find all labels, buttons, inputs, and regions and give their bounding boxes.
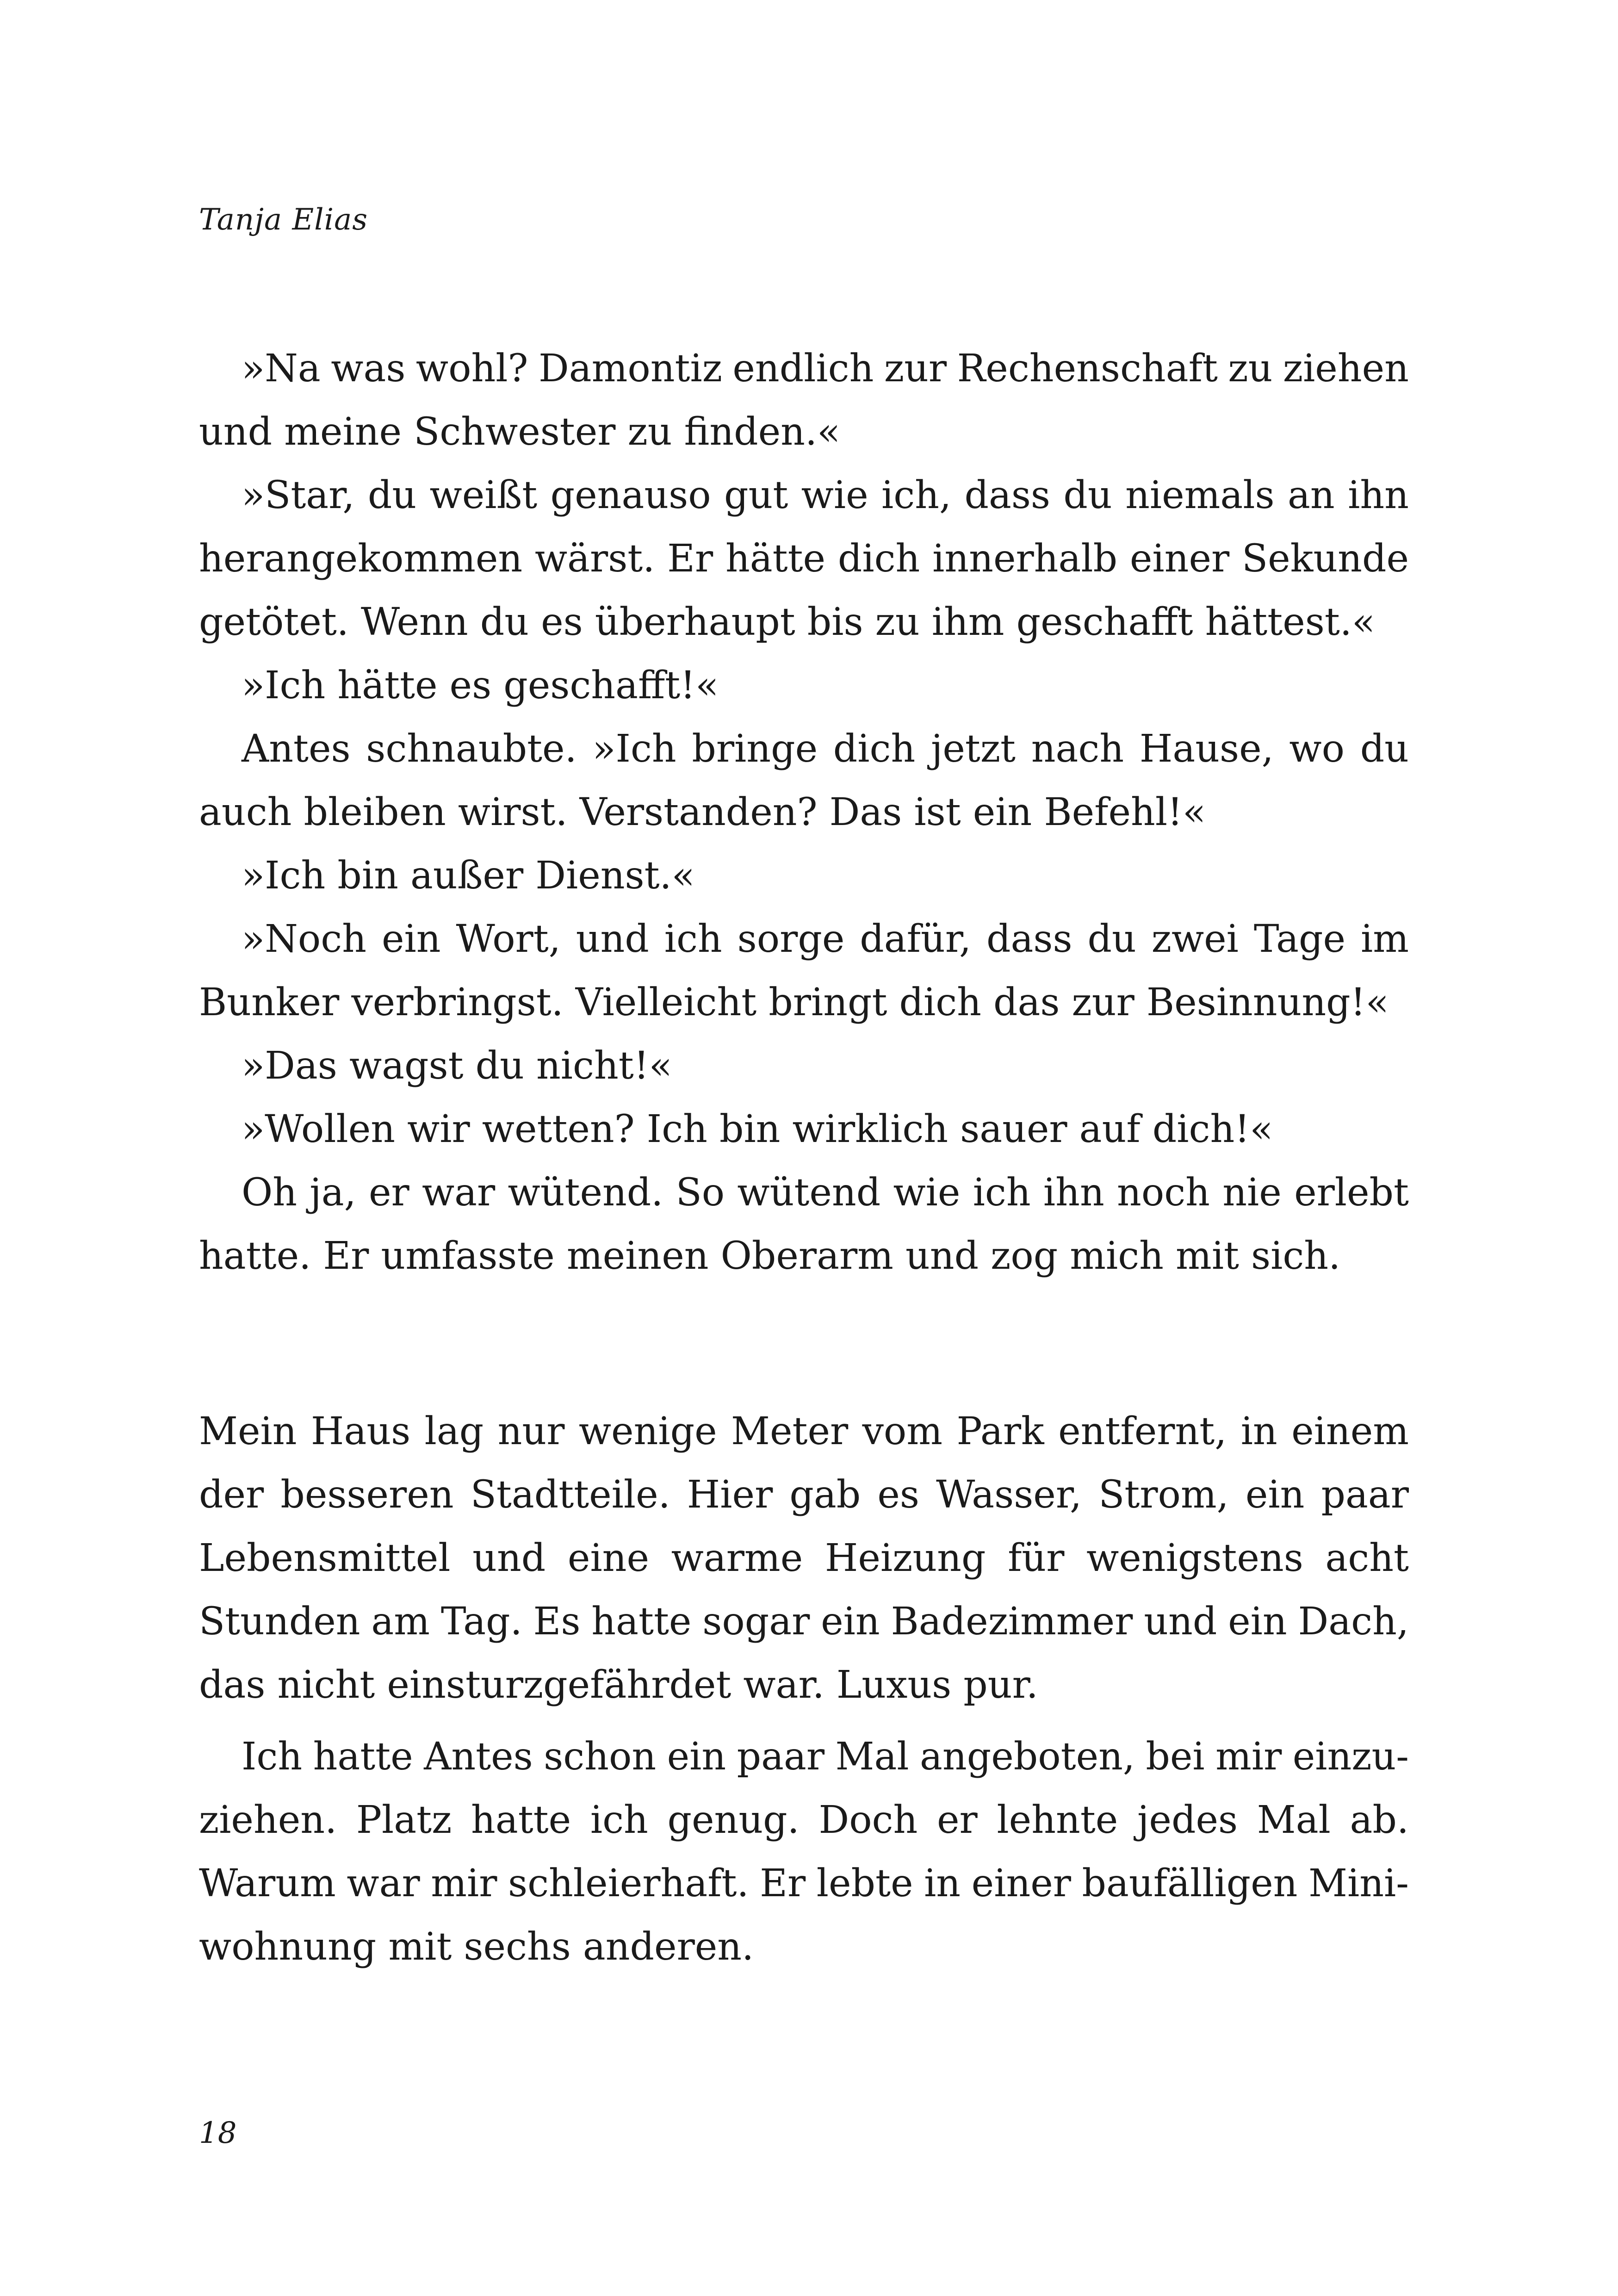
paragraph <box>199 1725 1409 1979</box>
text-line: wohnung mit sechs anderen. <box>199 1925 754 1969</box>
text-line: ziehen. Platz hatte ich genug. Doch er lehnte jedes Mal ab. <box>199 1798 1409 1842</box>
text-line: Antes schnaubte. »Ich bringe dich jetzt nach Hause, wo du <box>242 727 1409 771</box>
paragraph <box>199 1034 1409 1098</box>
running-head-author: Tanja Elias <box>199 203 368 237</box>
text-line: Ich hatte Antes schon ein paar Mal angeboten, bei mir einzu- <box>242 1735 1409 1779</box>
text-line: Lebensmittel und eine warme Heizung für wenigstens acht <box>199 1536 1409 1580</box>
text-line: »Noch ein Wort, und ich sorge dafür, dass du zwei Tage im <box>242 917 1409 961</box>
section-1-text <box>199 337 1409 1288</box>
text-line: »Wollen wir wetten? Ich bin wirklich sauer auf dich!« <box>242 1107 1273 1151</box>
paragraph <box>199 337 1409 464</box>
text-line: »Star, du weißt genauso gut wie ich, dass du niemals an ihn <box>242 473 1409 517</box>
text-line: »Ich bin außer Dienst.« <box>242 854 695 898</box>
text-line: Stunden am Tag. Es hatte sogar ein Badezimmer und ein Dach, <box>199 1600 1409 1644</box>
paragraph <box>199 717 1409 844</box>
text-line: Bunker verbringst. Vielleicht bringt dich das zur Besinnung!« <box>199 980 1389 1024</box>
paragraph <box>199 1400 1409 1717</box>
text-line: »Ich hätte es geschafft!« <box>242 664 719 707</box>
paragraph <box>199 1161 1409 1288</box>
text-line: »Na was wohl? Damontiz endlich zur Rechenschaft zu ziehen <box>242 347 1409 391</box>
page-number: 18 <box>199 2116 237 2150</box>
text-line: getötet. Wenn du es überhaupt bis zu ihm geschafft hättest.« <box>199 600 1375 644</box>
text-line: Oh ja, er war wütend. So wütend wie ich ihn noch nie erlebt <box>242 1171 1409 1215</box>
paragraph <box>199 464 1409 654</box>
text-line: hatte. Er umfasste meinen Oberarm und zog mich mit sich. <box>199 1234 1341 1278</box>
text-line: »Das wagst du nicht!« <box>242 1044 672 1088</box>
text-line: der besseren Stadtteile. Hier gab es Wasser, Strom, ein paar <box>199 1473 1409 1517</box>
text-line: Mein Haus lag nur wenige Meter vom Park entfernt, in einem <box>199 1409 1409 1453</box>
paragraph <box>199 1098 1409 1161</box>
text-line: und meine Schwester zu finden.« <box>199 410 841 454</box>
text-line: Warum war mir schleierhaft. Er lebte in einer baufälligen Mini- <box>199 1862 1409 1905</box>
paragraph <box>199 654 1409 717</box>
text-line: auch bleiben wirst. Verstanden? Das ist ein Befehl!« <box>199 790 1206 834</box>
text-line: das nicht einsturzgefährdet war. Luxus pur. <box>199 1663 1038 1707</box>
paragraph <box>199 844 1409 907</box>
text-line: herangekommen wärst. Er hätte dich innerhalb einer Sekunde <box>199 537 1409 581</box>
paragraph <box>199 907 1409 1034</box>
section-2-text <box>199 1400 1409 1979</box>
